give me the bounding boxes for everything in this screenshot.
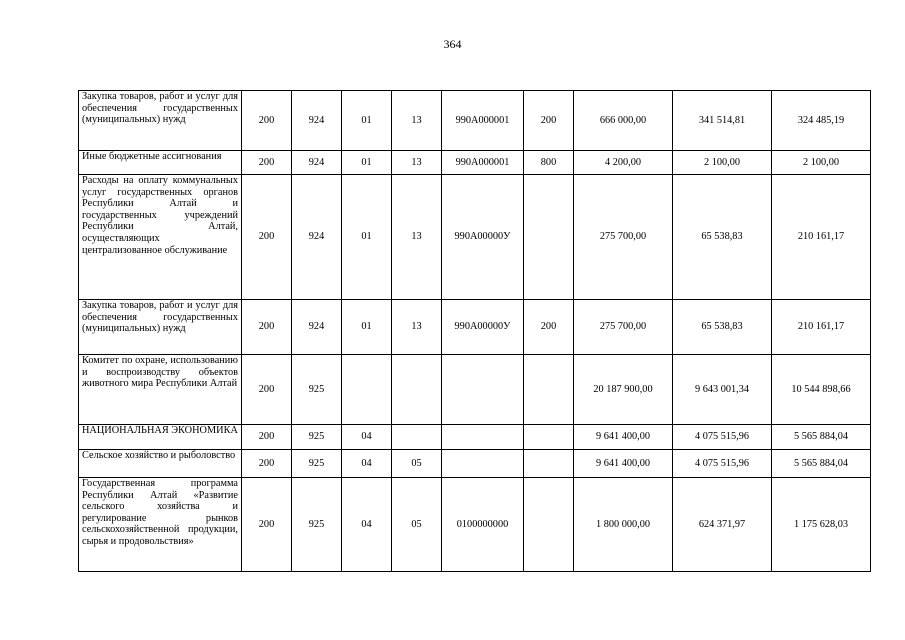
budget-code-cell: 200 [242, 300, 292, 355]
table-row [79, 478, 871, 572]
table-row [79, 450, 871, 478]
target-item-cell: 0100000000 [442, 478, 524, 572]
department-code-cell: 925 [292, 425, 342, 450]
executed-amount-cell: 9 643 001,34 [673, 355, 772, 425]
planned-amount-cell: 1 800 000,00 [574, 478, 673, 572]
planned-amount-cell: 9 641 400,00 [574, 450, 673, 478]
department-code-cell: 925 [292, 355, 342, 425]
budget-table [78, 90, 871, 572]
table-row [79, 355, 871, 425]
remaining-amount-cell: 1 175 628,03 [772, 478, 871, 572]
section-code-cell: 04 [342, 450, 392, 478]
executed-amount-cell: 4 075 515,96 [673, 425, 772, 450]
subsection-code-cell: 13 [392, 91, 442, 151]
subsection-code-cell: 05 [392, 450, 442, 478]
row-name-cell: Государственная программа Республики Алтай «Развитие сельского хозяйства и регулирование рынков сельскохозяйственной продукции, сырья и продовольствия» [79, 478, 242, 572]
planned-amount-cell: 9 641 400,00 [574, 425, 673, 450]
department-code-cell: 924 [292, 175, 342, 300]
department-code-cell: 924 [292, 300, 342, 355]
expense-type-cell [524, 478, 574, 572]
target-item-cell [442, 425, 524, 450]
remaining-amount-cell: 2 100,00 [772, 151, 871, 175]
row-name-cell: Расходы на оплату коммунальных услуг государственных органов Республики Алтай и государственных учреждений Республики Алтай, осуществляющих централизованное обслуживание [79, 175, 242, 300]
planned-amount-cell: 20 187 900,00 [574, 355, 673, 425]
target-item-cell [442, 450, 524, 478]
executed-amount-cell: 4 075 515,96 [673, 450, 772, 478]
budget-code-cell: 200 [242, 91, 292, 151]
target-item-cell: 990А000001 [442, 151, 524, 175]
budget-code-cell: 200 [242, 425, 292, 450]
expense-type-cell [524, 450, 574, 478]
remaining-amount-cell: 5 565 884,04 [772, 425, 871, 450]
expense-type-cell: 200 [524, 91, 574, 151]
target-item-cell [442, 355, 524, 425]
remaining-amount-cell: 210 161,17 [772, 300, 871, 355]
subsection-code-cell: 13 [392, 175, 442, 300]
subsection-code-cell: 05 [392, 478, 442, 572]
planned-amount-cell: 666 000,00 [574, 91, 673, 151]
row-name-cell: Сельское хозяйство и рыболовство [79, 450, 242, 478]
target-item-cell: 990А000001 [442, 91, 524, 151]
executed-amount-cell: 341 514,81 [673, 91, 772, 151]
budget-code-cell: 200 [242, 450, 292, 478]
executed-amount-cell: 624 371,97 [673, 478, 772, 572]
section-code-cell: 04 [342, 478, 392, 572]
budget-code-cell: 200 [242, 175, 292, 300]
expense-type-cell [524, 175, 574, 300]
budget-code-cell: 200 [242, 355, 292, 425]
target-item-cell: 990А00000У [442, 175, 524, 300]
remaining-amount-cell: 10 544 898,66 [772, 355, 871, 425]
row-name-cell: Иные бюджетные ассигнования [79, 151, 242, 175]
row-name-cell: НАЦИОНАЛЬНАЯ ЭКОНОМИКА [79, 425, 242, 450]
department-code-cell: 924 [292, 151, 342, 175]
section-code-cell: 01 [342, 91, 392, 151]
subsection-code-cell: 13 [392, 300, 442, 355]
remaining-amount-cell: 324 485,19 [772, 91, 871, 151]
section-code-cell: 04 [342, 425, 392, 450]
planned-amount-cell: 4 200,00 [574, 151, 673, 175]
target-item-cell: 990А00000У [442, 300, 524, 355]
table-row [79, 300, 871, 355]
subsection-code-cell [392, 355, 442, 425]
table-row [79, 91, 871, 151]
budget-code-cell: 200 [242, 478, 292, 572]
planned-amount-cell: 275 700,00 [574, 300, 673, 355]
executed-amount-cell: 65 538,83 [673, 175, 772, 300]
page-number: 364 [443, 37, 462, 51]
expense-type-cell [524, 355, 574, 425]
planned-amount-cell: 275 700,00 [574, 175, 673, 300]
department-code-cell: 925 [292, 478, 342, 572]
expense-type-cell: 800 [524, 151, 574, 175]
subsection-code-cell [392, 425, 442, 450]
budget-code-cell: 200 [242, 151, 292, 175]
row-name-cell: Комитет по охране, использованию и воспроизводству объектов животного мира Республики Алтай [79, 355, 242, 425]
section-code-cell: 01 [342, 175, 392, 300]
section-code-cell [342, 355, 392, 425]
department-code-cell: 925 [292, 450, 342, 478]
section-code-cell: 01 [342, 151, 392, 175]
subsection-code-cell: 13 [392, 151, 442, 175]
table-row [79, 151, 871, 175]
table-row [79, 175, 871, 300]
row-name-cell: Закупка товаров, работ и услуг для обеспечения государственных (муниципальных) нужд [79, 300, 242, 355]
section-code-cell: 01 [342, 300, 392, 355]
department-code-cell: 924 [292, 91, 342, 151]
expense-type-cell: 200 [524, 300, 574, 355]
row-name-cell: Закупка товаров, работ и услуг для обеспечения государственных (муниципальных) нужд [79, 91, 242, 151]
table-row [79, 425, 871, 450]
executed-amount-cell: 2 100,00 [673, 151, 772, 175]
remaining-amount-cell: 210 161,17 [772, 175, 871, 300]
expense-type-cell [524, 425, 574, 450]
executed-amount-cell: 65 538,83 [673, 300, 772, 355]
remaining-amount-cell: 5 565 884,04 [772, 450, 871, 478]
